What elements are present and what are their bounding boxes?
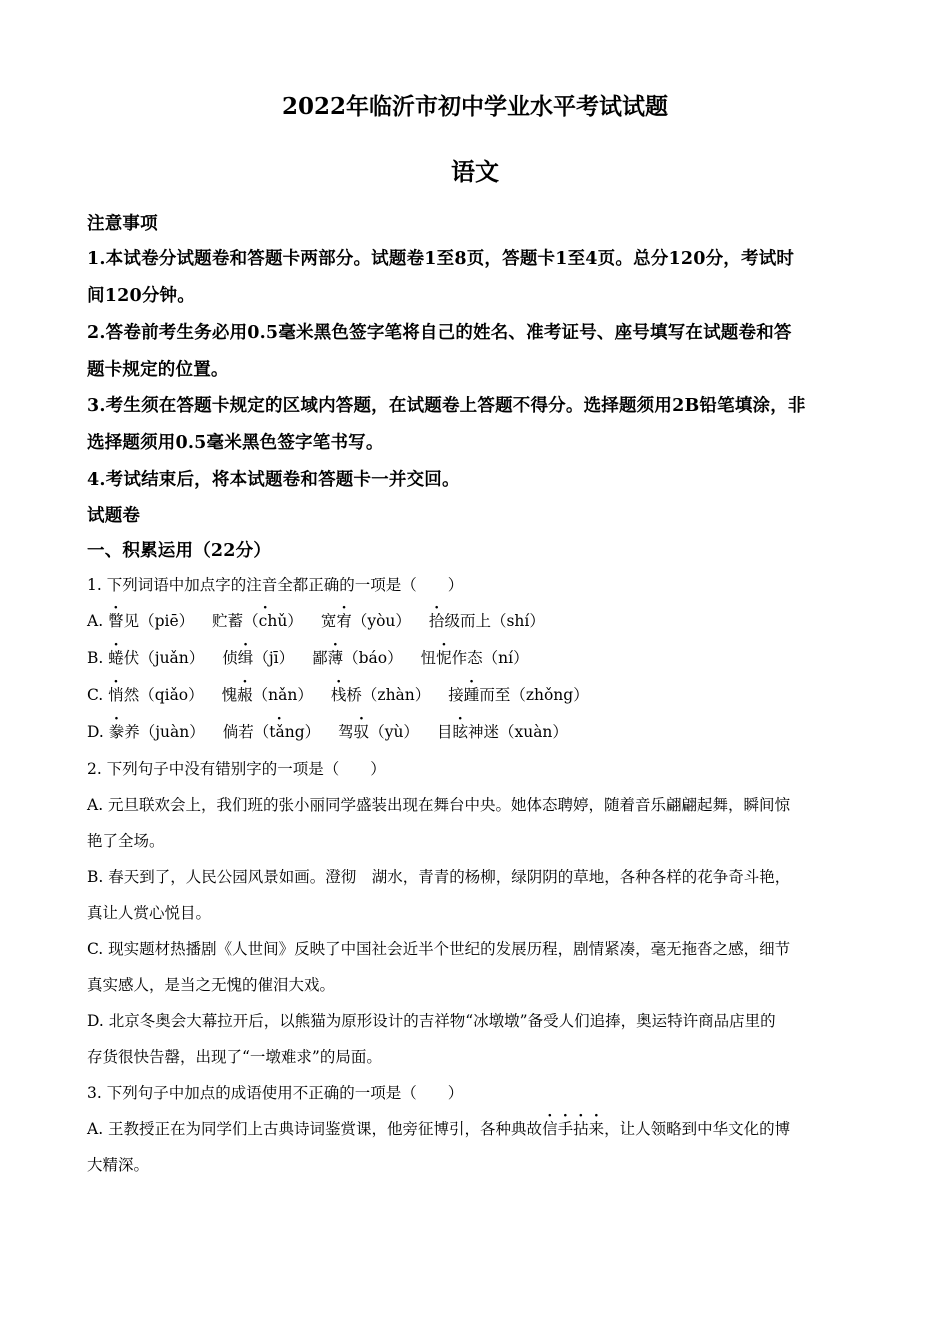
question-1-option-a: A. 瞥见（piē） 贮· 蓄（chǔ） 宽宥（yòu） 拾级而上（shí）: [87, 609, 545, 631]
question-3-option-a: A. 王教授正在为同学们上古典诗词鉴赏课，他旁征博引，各种典故信手拈来，让人领略到中华文化的博: [87, 1120, 791, 1138]
section-heading: 一、积累运用（22分）: [87, 541, 272, 561]
notice-line: 2.答卷前考生务必用0.5毫米黑色签字笔将自己的姓名、准考证号、座号填写在试题卷和答: [87, 323, 792, 343]
notice-line: 间120分钟。: [87, 286, 195, 306]
notice-line: 选择题须用0.5毫米黑色签字笔书写。: [87, 433, 384, 453]
paper-heading: 试题卷: [87, 506, 141, 526]
notice-line: 1.本试卷分试题卷和答题卡两部分。试题卷1至8页，答题卡1至4页。总分120分，考试时: [87, 249, 795, 269]
question-2-stem: 2. 下列句子中没有错别字的一项是（ ）: [87, 760, 386, 778]
question-2-line: 存货很快告罄，出现了“一墩难求”的局面。: [87, 1048, 382, 1066]
question-3-stem: 3. 下列句子中加点的成语使用不正确的一项是（ ）: [87, 1084, 464, 1102]
question-1-option-b: B. 蜷伏（juǎn） 侦缉（jī） 鄙薄（báo） 忸怩作态（ní）: [87, 649, 529, 667]
notice-line: 3.考生须在答题卡规定的区域内答题，在试题卷上答题不得分。选择题须用2B铅笔填涂，非: [87, 396, 806, 416]
question-1-option-c: C. 悄然（qiǎo） 愧赧（nǎn） 栈桥（zhàn） 接踵而至（zhǒng）: [87, 686, 589, 704]
question-1-option-d: D. 豢养（juàn） 倘· 若（tǎng） 驾驭（yù） 目眩神迷（xuàn）: [87, 720, 568, 742]
question-2-line: 艳了全场。: [87, 832, 165, 850]
question-2-line: 真让人赏心悦目。: [87, 904, 212, 922]
question-1-stem: 1. 下列词语中加点字的注音全都正确的一项是（ ）: [87, 576, 464, 594]
notice-line: 4.考试结束后，将本试题卷和答题卡一并交回。: [87, 470, 460, 490]
question-3-line: 大精深。: [87, 1156, 150, 1174]
question-2-line: B. 春天到了，人民公园风景如画。澄彻 湖水，青青的杨柳，绿阴阴的草地，各种各样的花争奇斗艳，: [87, 868, 791, 886]
notice-heading: 注意事项: [87, 214, 158, 234]
question-2-line: D. 北京冬奥会大幕拉开后，以熊猫为原形设计的吉祥物“冰墩墩”备受人们追捧，奥运特许商品店里的: [87, 1012, 776, 1030]
question-2-line: C. 现实题材热播剧《人世间》反映了中国社会近半个世纪的发展历程，剧情紧凑，毫无拖沓之感，细节: [87, 940, 791, 958]
question-2-line: A. 元旦联欢会上，我们班的张小丽同学盛装出现在舞台中央。她体态聘婷，随着音乐翩翩起舞，瞬间惊: [87, 796, 791, 814]
subject-title: 语文: [451, 157, 499, 186]
notice-line: 题卡规定的位置。: [87, 360, 229, 380]
question-2-line: 真实感人，是当之无愧的催泪大戏。: [87, 976, 336, 994]
exam-title: 2022年临沂市初中学业水平考试试题: [281, 93, 668, 120]
